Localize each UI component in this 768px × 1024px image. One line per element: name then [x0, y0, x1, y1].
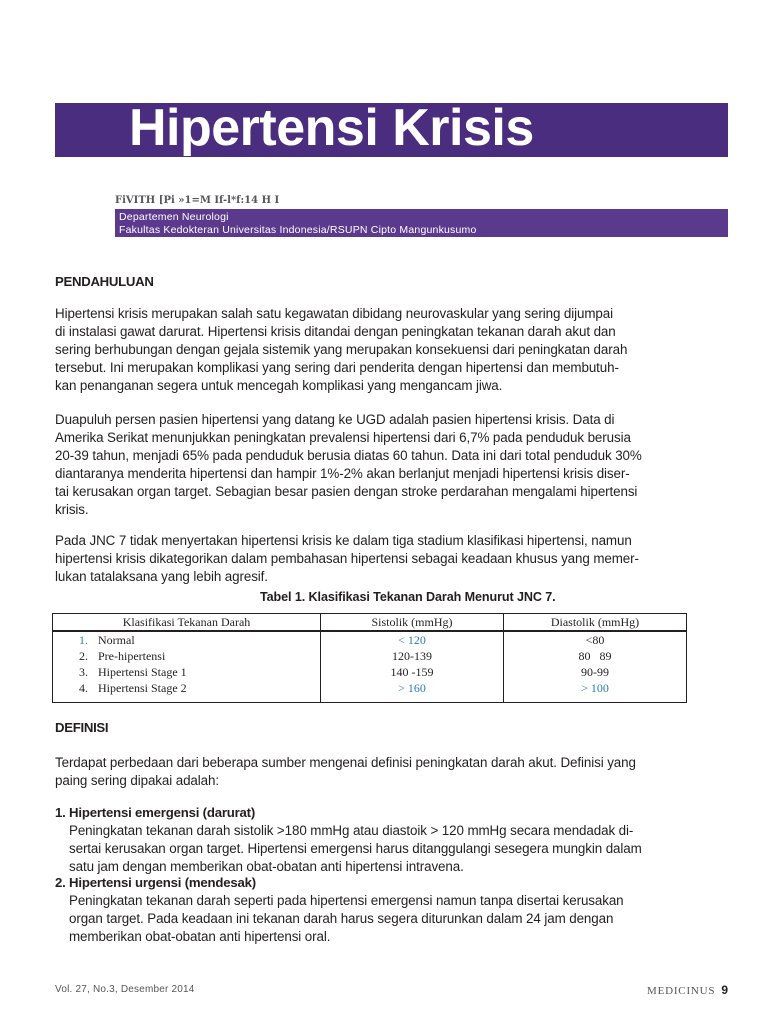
- systolic-cell: 120-139: [321, 648, 504, 664]
- text-line: sertai kerusakan organ target. Hipertensi emergensi harus ditanggulangi sesegera mungkin dalam: [69, 841, 642, 856]
- text-line: paing sering dipakai adalah:: [55, 773, 219, 788]
- text-line: Pada JNC 7 tidak menyertakan hipertensi krisis ke dalam tiga stadium klasifikasi hipertensi, namun: [55, 533, 632, 548]
- text-line: Duapuluh persen pasien hipertensi yang datang ke UGD adalah pasien hipertensi krisis. Data di: [55, 412, 615, 427]
- row-number: 4.: [79, 681, 88, 695]
- text-line: di instalasi gawat darurat. Hipertensi krisis ditandai dengan peningkatan tekanan darah akut dan: [55, 324, 616, 339]
- text-line: tersebut. Ini merupakan komplikasi yang sering dari penderita dengan hipertensi dan membutuh-: [55, 360, 619, 375]
- row-number: 2.: [79, 649, 88, 663]
- category-cell: [53, 648, 321, 664]
- page-number: 9: [721, 983, 728, 997]
- text-line: satu jam dengan memberikan obat-obatan anti hipertensi intravena.: [69, 859, 464, 874]
- text-line: sering berhubungan dengan gejala sistemik yang merupakan konsekuensi dari peningkatan darah: [55, 342, 628, 357]
- systolic-cell: > 160: [321, 680, 504, 703]
- systolic-cell: < 120: [321, 631, 504, 648]
- text-line: kan penanganan segera untuk mencegah komplikasi yang mengancam jiwa.: [55, 378, 503, 393]
- text-line: diantaranya menderita hipertensi dan hampir 1%-2% akan berlanjut menjadi hipertensi krisis diser-: [55, 466, 630, 481]
- text-line: lukan tatalaksana yang lebih agresif.: [55, 569, 268, 584]
- paragraph-1: [55, 305, 735, 395]
- column-header-diastolic: Diastolik (mmHg): [504, 614, 687, 632]
- definition-item-body: [69, 892, 729, 946]
- text-line: organ target. Pada keadaan ini tekanan darah harus segera diturunkan dalam 24 jam dengan: [69, 911, 614, 926]
- text-line: krisis.: [55, 502, 89, 517]
- column-header-category: Klasifikasi Tekanan Darah: [53, 614, 321, 632]
- systolic-cell: 140 -159: [321, 664, 504, 680]
- text-line: Peningkatan tekanan darah seperti pada hipertensi emergensi namun tanpa disertai kerusakan: [69, 893, 624, 908]
- diastolic-cell: 90-99: [504, 664, 687, 680]
- table-row: [53, 631, 687, 648]
- column-header-systolic: Sistolik (mmHg): [321, 614, 504, 632]
- text-line: Peningkatan tekanan darah sistolik >180 mmHg atau diastoik > 120 mmHg secara mendadak di-: [69, 823, 634, 838]
- category-cell: [53, 631, 321, 648]
- table-caption: Tabel 1. Klasifikasi Tekanan Darah Menurut JNC 7.: [260, 590, 556, 604]
- table-header-row: [53, 614, 687, 632]
- definition-item-heading: 2. Hipertensi urgensi (mendesak): [55, 875, 257, 890]
- diastolic-cell: > 100: [504, 680, 687, 703]
- category-label: Pre-hipertensi: [98, 649, 166, 663]
- text-line: hipertensi krisis dikategorikan dalam pembahasan hipertensi sebagai keadaan khusus yang memer-: [55, 551, 639, 566]
- journal-footer: [647, 983, 728, 997]
- author-line: FiVITH [Pi »1=M If-l*f:14 H I: [115, 195, 280, 206]
- text-line: 20-39 tahun, menjadi 65% pada penduduk berusia diatas 60 tahun. Data ini dari total penduduk 30%: [55, 448, 642, 463]
- journal-name: MEDICINUS: [647, 985, 716, 997]
- category-cell: [53, 664, 321, 680]
- text-line: Terdapat perbedaan dari beberapa sumber mengenai definisi peningkatan darah akut. Definisi yang: [55, 755, 636, 770]
- text-line: memberikan obat-obatan anti hipertensi oral.: [69, 929, 331, 944]
- classification-table: [52, 613, 687, 703]
- row-number: 1.: [79, 633, 88, 647]
- row-number: 3.: [79, 665, 88, 679]
- definition-item-body: [69, 822, 729, 876]
- category-label: Normal: [98, 633, 135, 647]
- table-row: [53, 648, 687, 664]
- category-cell: [53, 680, 321, 703]
- text-line: Hipertensi krisis merupakan salah satu kegawatan dibidang neurovaskular yang sering dijumpai: [55, 306, 613, 321]
- category-label: Hipertensi Stage 1: [98, 665, 187, 679]
- diastolic-cell: <80: [504, 631, 687, 648]
- definition-intro: [55, 754, 735, 790]
- section-heading-definisi: DEFINISI: [55, 720, 109, 735]
- section-heading-pendahuluan: PENDAHULUAN: [55, 274, 154, 289]
- affiliation-institution: Fakultas Kedokteran Universitas Indonesia/RSUPN Cipto Mangunkusumo: [119, 224, 477, 236]
- diastolic-cell: 80 89: [504, 648, 687, 664]
- table-row: [53, 664, 687, 680]
- article-title: Hipertensi Krisis: [129, 99, 534, 157]
- issue-info: Vol. 27, No.3, Desember 2014: [55, 984, 195, 995]
- text-line: tai kerusakan organ target. Sebagian besar pasien dengan stroke perdarahan mengalami hipertensi: [55, 484, 638, 499]
- table-row: [53, 680, 687, 703]
- affiliation-department: Departemen Neurologi: [119, 211, 229, 223]
- text-line: Amerika Serikat menunjukkan peningkatan prevalensi hipertensi dari 6,7% pada penduduk berusia: [55, 430, 631, 445]
- category-label: Hipertensi Stage 2: [98, 681, 187, 695]
- definition-item-heading: 1. Hipertensi emergensi (darurat): [55, 805, 256, 820]
- paragraph-3: [55, 532, 735, 586]
- paragraph-2: [55, 411, 735, 519]
